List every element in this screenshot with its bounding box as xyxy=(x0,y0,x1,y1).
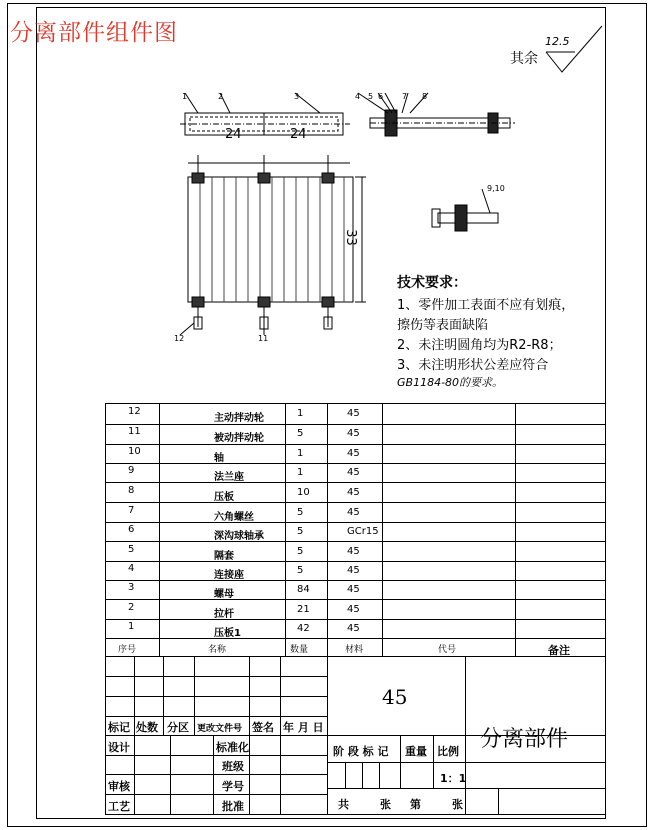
standardize-label: 标准化 xyxy=(216,741,249,754)
tech-line-1a: 1、零件加工表面不应有划痕， xyxy=(397,298,575,313)
scale-value: 1：1 xyxy=(440,772,467,785)
callout-3: 3 xyxy=(294,92,300,101)
sheet-no-label: 第 xyxy=(410,798,421,811)
part-mat: 45 xyxy=(347,467,360,478)
rev-mark: 标记 xyxy=(108,721,130,734)
part-mat: 45 xyxy=(347,604,360,615)
part-mat: 45 xyxy=(347,584,360,595)
rev-date: 年 月 日 xyxy=(283,721,324,734)
dim-33: 33 xyxy=(342,229,358,246)
callout-4: 4 xyxy=(355,92,361,101)
part-qty: 1 xyxy=(297,408,304,419)
part-mat: 45 xyxy=(347,448,360,459)
part-no: 12 xyxy=(128,406,141,417)
header-code: 代号 xyxy=(438,645,457,655)
part-mat: 45 xyxy=(347,623,360,634)
part-no: 9 xyxy=(128,465,135,476)
part-mat: 45 xyxy=(347,507,360,518)
scale-label: 比例 xyxy=(437,745,459,758)
part-no: 5 xyxy=(128,544,135,555)
part-mat: GCr15 xyxy=(347,526,379,537)
dim-24-left: 24 xyxy=(225,127,242,142)
part-name: 轴 xyxy=(214,453,224,464)
rev-doc: 更改文件号 xyxy=(197,724,243,734)
part-qty: 5 xyxy=(297,546,304,557)
callout-7: 7 xyxy=(402,92,408,101)
callout-2: 2 xyxy=(218,92,224,101)
header-mat: 材料 xyxy=(345,645,364,655)
part-mat: 45 xyxy=(347,565,360,576)
total-label: 共 xyxy=(338,798,349,811)
weight-label: 重量 xyxy=(405,745,427,758)
part-name: 法兰座 xyxy=(214,472,244,483)
part-no: 6 xyxy=(128,524,135,535)
header-qty: 数量 xyxy=(290,645,309,655)
part-mat: 45 xyxy=(347,428,360,439)
part-name: 压板 xyxy=(214,492,234,503)
part-name: 主动拌动轮 xyxy=(214,413,264,424)
part-name: 六角螺丝 xyxy=(214,512,254,523)
material-value: 45 xyxy=(382,685,408,709)
part-mat: 45 xyxy=(347,408,360,419)
part-no: 1 xyxy=(128,621,135,632)
part-name: 被动拌动轮 xyxy=(214,433,264,444)
sheets-label: 张 xyxy=(380,798,391,811)
approve-label: 批准 xyxy=(222,800,244,813)
part-name: 深沟球轴承 xyxy=(214,531,264,542)
tech-heading: 技术要求： xyxy=(397,275,467,291)
part-qty: 5 xyxy=(297,428,304,439)
header-remark: 备注 xyxy=(548,644,570,657)
part-mat: 45 xyxy=(347,546,360,557)
part-name: 隔套 xyxy=(214,551,234,562)
tech-line-3b: GB1184-80的要求。 xyxy=(397,376,504,389)
sheets2-label: 张 xyxy=(452,798,463,811)
callout-6: 6 xyxy=(378,92,384,101)
part-mat: 45 xyxy=(347,487,360,498)
callout-1: 1 xyxy=(182,92,188,101)
tech-line-3a: 3、未注明形状公差应符合 xyxy=(397,358,549,373)
stage-mark-label: 阶 段 标 记 xyxy=(333,745,389,758)
part-name: 连接座 xyxy=(214,570,244,581)
header-name: 名称 xyxy=(208,645,227,655)
part-qty: 84 xyxy=(297,584,310,595)
part-qty: 1 xyxy=(297,448,304,459)
remainder-label: 其余 xyxy=(510,51,538,67)
rev-sign: 签名 xyxy=(252,721,274,734)
callout-9-10: 9,10 xyxy=(487,184,505,193)
part-qty: 5 xyxy=(297,526,304,537)
review-label: 审核 xyxy=(108,780,130,793)
rev-zone: 分区 xyxy=(167,721,189,734)
tech-line-1b: 擦伤等表面缺陷 xyxy=(397,318,489,333)
tech-line-2: 2、未注明圆角均为R2-R8； xyxy=(397,338,562,353)
part-name: 拉杆 xyxy=(214,609,234,620)
page-title: 分离部件组件图 xyxy=(10,20,178,46)
part-name: 螺母 xyxy=(214,589,234,600)
part-no: 10 xyxy=(128,446,141,457)
part-qty: 10 xyxy=(297,487,310,498)
part-qty: 42 xyxy=(297,623,310,634)
part-no: 11 xyxy=(128,426,141,437)
callout-11: 11 xyxy=(258,334,269,343)
header-no: 序号 xyxy=(118,645,137,655)
part-no: 7 xyxy=(128,505,135,516)
part-no: 3 xyxy=(128,582,135,593)
part-qty: 21 xyxy=(297,604,310,615)
part-no: 2 xyxy=(128,602,135,613)
student-no-label: 学号 xyxy=(222,780,244,793)
part-qty: 5 xyxy=(297,507,304,518)
callout-5: 5 xyxy=(368,92,374,101)
part-name-title: 分离部件 xyxy=(480,727,569,752)
process-label: 工艺 xyxy=(108,800,130,813)
callout-8: 8 xyxy=(422,92,428,101)
dim-24-right: 24 xyxy=(290,127,307,142)
part-name: 压板1 xyxy=(214,628,241,639)
rev-count: 处数 xyxy=(136,721,158,734)
part-qty: 1 xyxy=(297,467,304,478)
class-label: 班级 xyxy=(222,760,244,773)
part-qty: 5 xyxy=(297,565,304,576)
design-label: 设计 xyxy=(108,741,130,754)
part-no: 4 xyxy=(128,563,135,574)
part-no: 8 xyxy=(128,485,135,496)
roughness-value: 12.5 xyxy=(545,35,570,48)
callout-12: 12 xyxy=(174,334,185,343)
